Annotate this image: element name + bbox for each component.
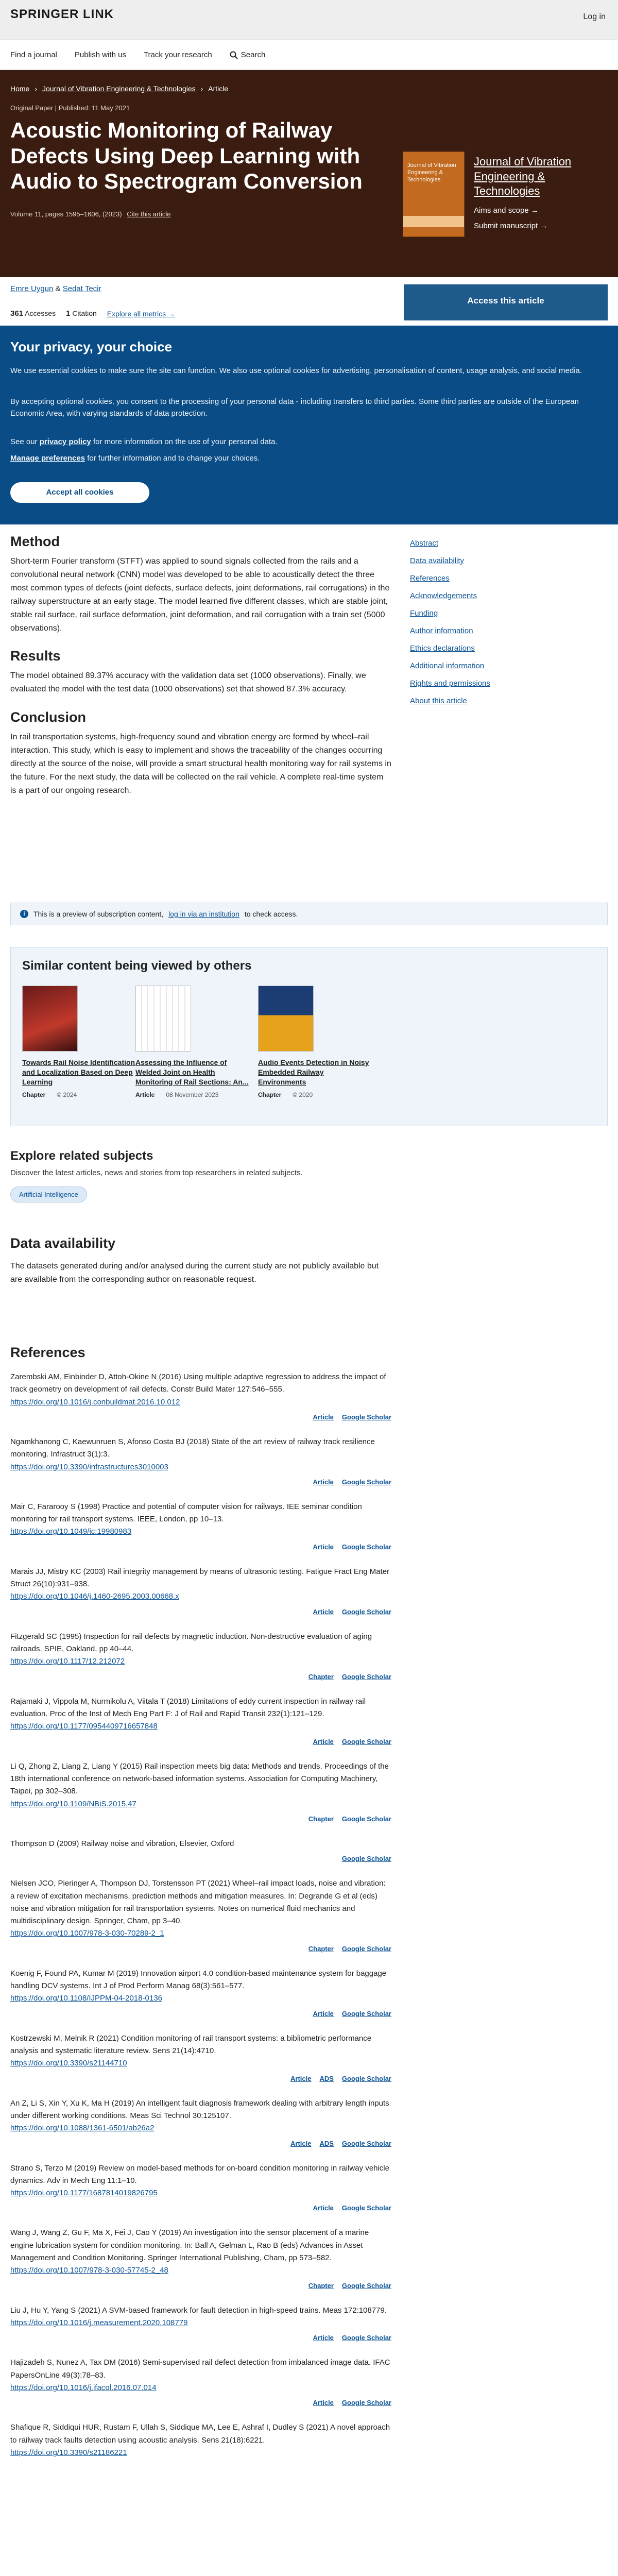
reference-action-link[interactable]: Article [313,2334,334,2342]
reference-action-link[interactable]: Google Scholar [341,1672,391,1681]
breadcrumb-home[interactable]: Home [10,84,30,93]
article-hero [0,70,618,277]
reference-text: Zarembski AM, Einbinder D, Attoh-Okine N (2016) Using multiple adaptive regression to address the impact of track geometry on development of rail defects. Constr Build Mater 127:546–555. [10,1372,386,1394]
reference-action-link[interactable]: Google Scholar [341,1543,391,1551]
reference-doi-link[interactable]: https://doi.org/10.1007/978-3-030-57745-2_48 [10,2266,168,2275]
card-date: © 2020 [293,1091,313,1098]
reference-action-link[interactable]: Chapter [308,1815,334,1823]
subscription-notice [10,903,608,925]
rail-rights[interactable]: Rights and permissions [410,679,490,688]
rail-data-availability[interactable]: Data availability [410,556,465,565]
breadcrumb-article: Article [208,84,229,93]
reference-action-link[interactable]: Google Scholar [341,2139,391,2147]
reference-action-link[interactable]: Google Scholar [341,2399,391,2407]
cookie-privacy-post: for more information on the use of your personal data. [93,437,278,446]
reference-text: Wang J, Wang Z, Gu F, Ma X, Fei J, Cao Y (2019) An investigation into the sensor placement of a marine engine lubrication system for condition monitoring. In: Ball A, Gelman L, Rao B (eds) Advances in Asset Management and Condition Monitoring. Springer International Publishing, Cham, pp 573–582. [10,2228,369,2263]
cookie-text-3 [10,436,603,448]
reference-actions [10,1671,391,1682]
reference-item [10,1501,391,1552]
rail-author-information[interactable]: Author information [410,626,473,635]
similar-card[interactable] [135,986,249,1114]
reference-item [10,2304,391,2344]
reference-actions [10,1477,391,1487]
reference-item [10,1877,391,1954]
article-body [10,524,391,798]
reference-actions [10,1736,391,1747]
card-type: Chapter [258,1091,282,1098]
card-title[interactable]: Assessing the Influence of Welded Joint on Health Monitoring of Rail Sections: An... [135,1058,249,1086]
find-journal-label: Find a journal [10,50,57,59]
reference-doi-link[interactable]: https://doi.org/10.1109/NBiS.2015.47 [10,1799,136,1808]
reference-actions [10,1541,391,1552]
reference-item [10,1436,391,1487]
reference-doi-link[interactable]: https://doi.org/10.3390/infrastructures3010003 [10,1462,168,1471]
reference-actions [10,1814,391,1824]
card-thumbnail [22,986,78,1052]
search-icon [230,51,238,59]
find-journal-link[interactable] [10,50,57,59]
reference-actions [10,2397,391,2408]
related-heading: Explore related subjects [10,1149,153,1163]
explore-metrics-link[interactable]: Explore all metrics → [107,309,176,318]
rail-references[interactable]: References [410,574,450,583]
similar-card[interactable] [258,986,371,1114]
references-heading: References [10,1345,85,1360]
similar-heading: Similar content being viewed by others [22,959,252,973]
institution-login-link[interactable]: log in via an institution [168,910,239,918]
reference-text: An Z, Li S, Xin Y, Xu K, Ma H (2019) An intelligent fault diagnosis framework dealing with arbitrary length inputs under different working conditions. Meas Sci Technol 30:125107. [10,2098,389,2120]
reference-action-link[interactable]: Chapter [308,1672,334,1681]
reference-action-link[interactable]: Article [313,1607,334,1616]
reference-doi-link[interactable]: https://doi.org/10.1007/978-3-030-70289-2_1 [10,1929,164,1938]
breadcrumb-journal[interactable]: Journal of Vibration Engineering & Technologies [42,84,196,93]
card-thumbnail [258,986,314,1052]
reference-doi-link[interactable]: https://doi.org/10.1177/1687814019826795 [10,2189,158,2198]
cookie-manage-post: for further information and to change your choices. [87,454,260,463]
reference-action-link[interactable]: Google Scholar [341,1944,391,1953]
rail-additional-info[interactable]: Additional information [410,662,485,670]
cookie-text-1: We use essential cookies to make sure the site can function. We also use optional cookies for advertising, personalisation of content, usage analysis, and social media. [10,366,582,375]
reference-action-link[interactable]: Google Scholar [341,2009,391,2018]
card-date: © 2024 [57,1091,77,1098]
breadcrumb-sep: › [200,84,203,93]
cookie-text-2: By accepting optional cookies, you consent to the processing of your personal data - including transfers to third parties. Some third parties are outside of the European Economic Area, with varying standards of data protection. [10,397,579,418]
author-list: Emre Uygun & Sedat Tecir [10,284,101,293]
accesses-label: Accesses [25,309,56,317]
reference-actions [10,2280,391,2291]
reference-text: Strano S, Terzo M (2019) Review on model-based methods for on-board condition monitoring in railway vehicle dynamics. Adv in Mech Eng 11:1–10. [10,2163,389,2185]
reference-action-link[interactable]: Google Scholar [341,2334,391,2342]
reference-action-link[interactable]: Article [313,2009,334,2018]
reference-text: Hajizadeh S, Nunez A, Tax DM (2016) Semi-supervised rail defect detection from imbalanced image data. IFAC PapersOnLine 49(3):78–83. [10,2358,390,2380]
reference-item [10,1838,391,1864]
reference-text: Mair C, Fararooy S (1998) Practice and potential of computer vision for railways. IEE seminar condition monitoring for rail transport systems. IEEE, London, pp 10–13. [10,1502,362,1524]
cite-link[interactable]: Cite this article [127,210,171,218]
accesses-count: 361 [10,309,24,318]
submit-manuscript-link[interactable]: Submit manuscript → [474,222,548,230]
reference-doi-link[interactable]: https://doi.org/10.1177/0954409716657848 [10,1722,158,1731]
aims-scope-link[interactable]: Aims and scope → [474,206,539,215]
reference-text: Nielsen JCO, Pieringer A, Thompson DJ, Torstensson PT (2021) Wheel–rail impact loads, noise and vibration: a review of excitation mechanisms, prediction methods and mitigation measures. In: Degrande G et al (eds) noise and vibration mitigation for rail transportation systems. Notes on numerical fluid mechanics and multidisciplinary design. Springer, Cham, pp 3–40. [10,1879,386,1926]
reference-doi-link[interactable]: https://doi.org/10.1049/ic:19980983 [10,1527,132,1536]
citations-label: Citation [72,309,97,317]
rail-ethics[interactable]: Ethics declarations [410,644,475,653]
citations-count: 1 [66,309,71,318]
data-availability [10,1235,391,1286]
reference-actions [10,2008,391,2019]
reference-action-link[interactable]: Chapter [308,2281,334,2290]
similar-content [10,947,608,1126]
reference-action-link[interactable]: Google Scholar [341,2074,391,2082]
reference-text: Ngamkhanong C, Kaewunruen S, Afonso Costa BJ (2018) State of the art review of railway track resilience monitoring. Infrastruct 3(1):3. [10,1437,375,1459]
availability-heading: Data availability [10,1235,116,1251]
publish-label: Publish with us [74,50,126,59]
cover-journal-title: Journal of Vibration Engineering & Technologies [407,162,456,183]
reference-item [10,2227,391,2291]
reference-action-link[interactable]: Article [313,2204,334,2212]
reference-text: Fitzgerald SC (1995) Inspection for rail defects by magnetic induction. Non-destructive evaluation of aging railroads. SPIE, Oakland, pp 40–44. [10,1632,372,1654]
results-heading: Results [10,648,61,664]
cookie-title: Your privacy, your choice [10,339,173,354]
reference-doi-link[interactable]: https://doi.org/10.3390/s21186221 [10,2448,127,2457]
rail-abstract[interactable]: Abstract [410,539,439,548]
publish-link[interactable] [75,50,126,59]
reference-item [10,2097,391,2149]
journal-cover[interactable] [403,151,465,237]
card-type: Chapter [22,1091,46,1098]
reference-action-link[interactable]: Article [313,1478,334,1486]
card-title[interactable]: Towards Rail Noise Identification and Localization Based on Deep Learning [22,1058,135,1086]
cookie-privacy-pre: See our [10,437,38,446]
card-meta [258,1091,371,1098]
reference-action-link[interactable]: Google Scholar [341,1478,391,1486]
breadcrumb [10,84,228,93]
access-label: Access this article [467,296,544,306]
reference-item [10,1760,391,1824]
reference-doi-link[interactable]: https://doi.org/10.1016/j.conbuildmat.2016.10.012 [10,1397,180,1406]
reference-text: Rajamaki J, Vippola M, Nurmikolu A, Viitala T (2018) Limitations of eddy current inspection in railway rail evaluation. Proc of the Inst of Mech Eng Part F: J of Rail and Rapid Transit 232(1):121–129. [10,1697,366,1718]
references [10,1345,391,2472]
reference-item [10,2357,391,2408]
rail-funding[interactable]: Funding [410,609,438,618]
search-label: Search [241,50,266,59]
reference-action-link[interactable]: Article [290,2074,312,2082]
reference-text: Liu J, Hu Y, Yang S (2021) A SVM-based framework for fault detection in high-speed trains. Meas 172:108779. [10,2306,387,2315]
related-text: Discover the latest articles, news and stories from top researchers in related subjects. [10,1168,303,1177]
reference-doi-link[interactable]: https://doi.org/10.1016/j.ifacol.2016.07.014 [10,2383,157,2392]
reference-action-link[interactable]: ADS [319,2139,334,2147]
author-2[interactable]: Sedat Tecir [62,284,101,293]
author-1[interactable]: Emre Uygun [10,284,54,293]
volume-info [10,210,170,218]
accept-cookies-button[interactable]: Accept all cookies [10,482,149,503]
track-research-label: Track your research [143,50,212,59]
reference-doi-link[interactable]: https://doi.org/10.1046/j.1460-2695.2003.00668.x [10,1592,179,1601]
publish-date: Published: 11 May 2021 [58,104,130,112]
reference-actions [10,2332,391,2343]
reference-item [10,1968,391,2019]
reference-item [10,1696,391,1747]
article-metrics [10,309,175,318]
reference-text: Shafique R, Siddiqui HUR, Rustam F, Ullah S, Siddique MA, Lee E, Ashraf I, Dudley S (2021) A novel approach to railway track faults detection using acoustic analysis. Sens 21(18):6221. [10,2423,390,2445]
track-research-link[interactable] [144,50,212,59]
results-text: The model obtained 89.37% accuracy with the validation data set (1000 observations). Finally, we evaluated the model with the test data (1000 observations) set that showed 87.3% accuracy. [10,671,366,694]
reference-action-link[interactable]: Google Scholar [341,1607,391,1616]
article-title: Acoustic Monitoring of Railway Defects Using Deep Learning with Audio to Spectrogram Conversion [10,118,363,194]
reference-text: Kostrzewski M, Melnik R (2021) Condition monitoring of rail transport systems: a bibliometric performance analysis and systematic literature review. Sens 21(14):4710. [10,2033,372,2055]
reference-action-link[interactable]: Google Scholar [341,2281,391,2290]
card-meta [135,1091,249,1098]
method-text: Short-term Fourier transform (STFT) was applied to sound signals collected from the rails and a convolutional neural network (CNN) model was developed to be able to acoustically detect the three most common types of defects (joint defects, surface defects, joint deformations, rail corrugations) in the railway superstructure at an early stage. The model learned five different classes, which are stable joint, stable rail surface, rail surface deformation, joint deformation, and rail corrugation with a train set (5000 observations). [10,557,390,633]
reference-actions [10,1853,391,1864]
subject-tag[interactable]: Artificial Intelligence [10,1187,87,1202]
reference-action-link[interactable]: Article [313,1543,334,1551]
cookie-banner [0,326,618,524]
reference-action-link[interactable]: Article [290,2139,312,2147]
reference-item [10,2421,391,2459]
article-type: Original Paper [10,104,54,112]
reference-action-link[interactable]: Google Scholar [341,2204,391,2212]
reference-action-link[interactable]: Article [313,1413,334,1421]
reference-action-link[interactable]: Google Scholar [341,1737,391,1745]
reference-action-link[interactable]: Article [313,1737,334,1745]
brand-label: SPRINGER LINK [10,7,114,21]
conclusion-heading: Conclusion [10,709,86,725]
reference-text: Li Q, Zhong Z, Liang Z, Liang Y (2015) Rail inspection meets big data: Methods and trends. Proceedings of the 18th international conference on network-based information systems. Association for Computing Machinery, Taipei, pp 302–308. [10,1761,389,1796]
breadcrumb-sep: › [35,84,38,93]
card-date: 08 November 2023 [166,1091,219,1098]
card-thumbnail [135,986,191,1052]
card-type: Article [135,1091,155,1098]
journal-title-link[interactable]: Journal of Vibration Engineering & Technologies [474,155,572,198]
search-link[interactable] [230,50,266,59]
related-subjects [10,1149,391,1202]
info-icon: i [20,910,28,918]
top-bar [0,0,618,40]
volume-text: Volume 11, pages 1595–1606, (2023) [10,210,122,218]
rail-acknowledgements[interactable]: Acknowledgements [410,591,477,600]
notice-pre: This is a preview of subscription content, [33,910,164,918]
reference-actions [10,1606,391,1617]
sub-nav [0,40,618,70]
reference-item [10,2032,391,2084]
reference-actions [10,1412,391,1422]
springer-link-logo[interactable] [10,7,114,22]
reference-item [10,1566,391,1617]
login-link[interactable]: Log in [583,12,606,21]
card-meta [22,1091,135,1098]
reference-action-link[interactable]: Google Scholar [341,1815,391,1823]
privacy-policy-link[interactable]: privacy policy [39,437,91,446]
reference-text: Koenig F, Found PA, Kumar M (2019) Innovation airport 4.0 condition-based maintenance system for baggage handling DCV systems. Int J of Prod Perform Manag 68(3):561–577. [10,1969,387,1991]
reference-item [10,2162,391,2214]
reference-actions [10,2073,391,2084]
reference-actions [10,2202,391,2213]
conclusion-text: In rail transportation systems, high-frequency sound and vibration energy are formed by wheel–rail interaction. This study, which is easy to implement and shows the traceability of the changes occurring directly at the source of the noise, will provide a smart structural health monitoring way for rail systems in the future. For the next study, the data will be collected on the rail vehicle. A complete real-time system is a part of our ongoing research. [10,733,391,795]
notice-post: to check access. [244,910,298,918]
availability-text: The datasets generated during and/or analysed during the current study are not publicly available but are available from the corresponding author on reasonable request. [10,1262,379,1284]
reference-doi-link[interactable]: https://doi.org/10.1108/IJPPM-04-2018-0136 [10,1994,162,2003]
reference-doi-link[interactable]: https://doi.org/10.1117/12.212072 [10,1657,125,1666]
reference-doi-link[interactable]: https://doi.org/10.3390/s21144710 [10,2059,127,2068]
reference-doi-link[interactable]: https://doi.org/10.1088/1361-6501/ab26a2 [10,2124,154,2133]
section-nav [410,535,606,710]
citations-metric [66,309,97,318]
similar-card[interactable] [22,986,135,1114]
reference-action-link[interactable]: ADS [319,2074,334,2082]
manage-preferences-link[interactable]: Manage preferences [10,454,85,463]
reference-action-link[interactable]: Google Scholar [341,1855,391,1863]
reference-doi-link[interactable]: https://doi.org/10.1016/j.measurement.2020.108779 [10,2318,188,2328]
reference-list [10,1371,391,2459]
method-heading: Method [10,534,60,549]
cover-band [403,216,464,227]
access-panel[interactable] [404,284,608,320]
reference-item [10,1371,391,1422]
reference-actions [10,1943,391,1954]
cookie-text-4 [10,452,603,464]
accesses-metric [10,309,56,318]
reference-text: Marais JJ, Mistry KC (2003) Rail integrity management by means of ultrasonic testing. Fatigue Fract Eng Mater Struct 26(10):931–938. [10,1567,390,1589]
article-kind: Original Paper | Published: 11 May 2021 [10,104,130,112]
card-title[interactable]: Audio Events Detection in Noisy Embedded Railway Environments [258,1058,369,1086]
rail-about[interactable]: About this article [410,697,467,705]
reference-item [10,1631,391,1682]
reference-action-link[interactable]: Google Scholar [341,1413,391,1421]
reference-action-link[interactable]: Article [313,2399,334,2407]
reference-text: Thompson D (2009) Railway noise and vibration, Elsevier, Oxford [10,1839,234,1848]
reference-action-link[interactable]: Chapter [308,1944,334,1953]
reference-actions [10,2138,391,2149]
